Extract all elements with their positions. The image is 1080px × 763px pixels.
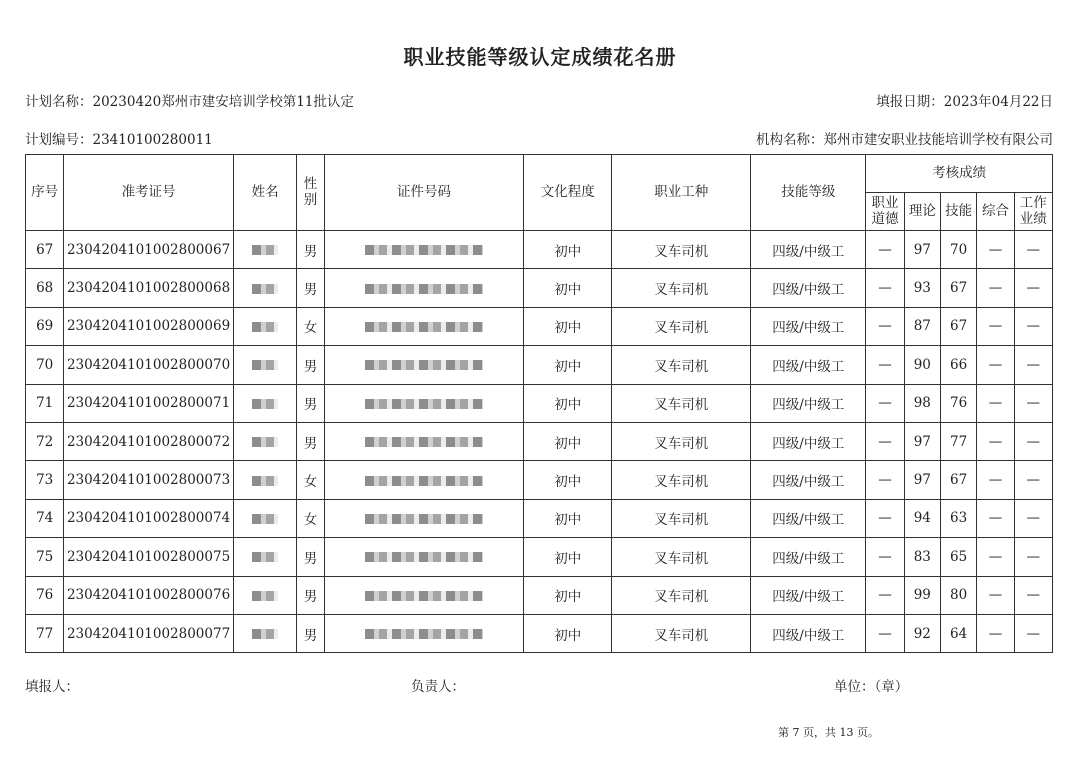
row-theory: 93: [904, 269, 940, 307]
row-occupation: 叉车司机: [612, 614, 751, 652]
row-seq: 71: [26, 384, 64, 422]
row-ethics: —: [866, 307, 904, 345]
row-skill-level: 四级/中级工: [751, 461, 866, 499]
row-theory: 97: [904, 231, 940, 269]
row-work-performance: —: [1014, 269, 1052, 307]
row-skill-level: 四级/中级工: [751, 231, 866, 269]
row-seq: 68: [26, 269, 64, 307]
header-education: 文化程度: [524, 155, 612, 231]
table-row: [26, 307, 1053, 345]
row-exam-number: 2304204101002800068: [64, 269, 233, 307]
row-ethics: —: [866, 538, 904, 576]
row-work-performance: —: [1014, 307, 1052, 345]
row-comprehensive: —: [977, 614, 1014, 652]
redacted-block: [365, 360, 483, 370]
row-name: [233, 422, 297, 460]
row-theory: 83: [904, 538, 940, 576]
fill-date: 填报日期：2023年04月22日: [876, 94, 1053, 110]
row-id-number: [324, 384, 524, 422]
row-gender: 男: [297, 422, 324, 460]
redacted-block: [365, 629, 483, 639]
row-name: [233, 461, 297, 499]
row-gender: 女: [297, 499, 324, 537]
header-comprehensive: 综合: [977, 193, 1014, 231]
row-occupation: 叉车司机: [612, 422, 751, 460]
row-exam-number: 2304204101002800071: [64, 384, 233, 422]
row-gender: 男: [297, 576, 324, 614]
row-skill-level: 四级/中级工: [751, 307, 866, 345]
row-education: 初中: [524, 614, 612, 652]
row-exam-number: 2304204101002800069: [64, 307, 233, 345]
table-row: [26, 422, 1053, 460]
row-theory: 97: [904, 461, 940, 499]
row-ethics: —: [866, 269, 904, 307]
row-skill-level: 四级/中级工: [751, 576, 866, 614]
table-row: [26, 614, 1053, 652]
row-comprehensive: —: [977, 576, 1014, 614]
row-theory: 90: [904, 346, 940, 384]
row-skill: 76: [940, 384, 976, 422]
header-exam-number: 准考证号: [64, 155, 233, 231]
row-occupation: 叉车司机: [612, 461, 751, 499]
row-comprehensive: —: [977, 499, 1014, 537]
row-name: [233, 384, 297, 422]
row-occupation: 叉车司机: [612, 499, 751, 537]
row-id-number: [324, 538, 524, 576]
row-skill-level: 四级/中级工: [751, 499, 866, 537]
redacted-block: [252, 360, 278, 370]
redacted-block: [365, 322, 483, 332]
row-gender: 女: [297, 307, 324, 345]
row-work-performance: —: [1014, 346, 1052, 384]
row-education: 初中: [524, 461, 612, 499]
redacted-block: [252, 245, 278, 255]
redacted-block: [252, 591, 278, 601]
row-seq: 70: [26, 346, 64, 384]
row-ethics: —: [866, 614, 904, 652]
redacted-block: [252, 514, 278, 524]
row-skill: 63: [940, 499, 976, 537]
row-education: 初中: [524, 231, 612, 269]
row-education: 初中: [524, 422, 612, 460]
row-gender: 女: [297, 461, 324, 499]
row-id-number: [324, 499, 524, 537]
row-exam-number: 2304204101002800077: [64, 614, 233, 652]
row-comprehensive: —: [977, 422, 1014, 460]
row-seq: 69: [26, 307, 64, 345]
row-theory: 97: [904, 422, 940, 460]
redacted-block: [252, 284, 278, 294]
row-skill: 67: [940, 307, 976, 345]
redacted-block: [252, 322, 278, 332]
row-id-number: [324, 231, 524, 269]
row-education: 初中: [524, 269, 612, 307]
table-row: [26, 576, 1053, 614]
row-name: [233, 499, 297, 537]
row-theory: 94: [904, 499, 940, 537]
header-occupation: 职业工种: [612, 155, 751, 231]
document-title: 职业技能等级认定成绩花名册: [403, 45, 677, 69]
header-seq: 序号: [26, 155, 64, 231]
table-row: [26, 346, 1053, 384]
table-row: [26, 499, 1053, 537]
row-skill: 67: [940, 269, 976, 307]
row-skill-level: 四级/中级工: [751, 422, 866, 460]
row-skill: 65: [940, 538, 976, 576]
row-occupation: 叉车司机: [612, 307, 751, 345]
row-exam-number: 2304204101002800075: [64, 538, 233, 576]
row-comprehensive: —: [977, 538, 1014, 576]
redacted-block: [365, 514, 483, 524]
header-theory: 理论: [904, 193, 940, 231]
header-id-number: 证件号码: [324, 155, 524, 231]
row-comprehensive: —: [977, 231, 1014, 269]
row-education: 初中: [524, 384, 612, 422]
row-id-number: [324, 576, 524, 614]
row-skill: 64: [940, 614, 976, 652]
row-ethics: —: [866, 231, 904, 269]
redacted-block: [252, 476, 278, 486]
row-work-performance: —: [1014, 538, 1052, 576]
row-occupation: 叉车司机: [612, 346, 751, 384]
header-name: 姓名: [233, 155, 297, 231]
redacted-block: [252, 437, 278, 447]
row-ethics: —: [866, 576, 904, 614]
row-comprehensive: —: [977, 346, 1014, 384]
row-comprehensive: —: [977, 461, 1014, 499]
row-name: [233, 231, 297, 269]
redacted-block: [252, 552, 278, 562]
row-id-number: [324, 614, 524, 652]
row-seq: 74: [26, 499, 64, 537]
row-occupation: 叉车司机: [612, 538, 751, 576]
row-work-performance: —: [1014, 384, 1052, 422]
row-skill: 80: [940, 576, 976, 614]
row-theory: 99: [904, 576, 940, 614]
row-education: 初中: [524, 538, 612, 576]
row-id-number: [324, 269, 524, 307]
footer-reporter: 填报人：: [25, 679, 79, 695]
row-skill-level: 四级/中级工: [751, 384, 866, 422]
row-name: [233, 576, 297, 614]
row-gender: 男: [297, 538, 324, 576]
row-skill: 66: [940, 346, 976, 384]
table-row: [26, 231, 1053, 269]
footer-unit-seal: 单位：（章）: [834, 679, 909, 695]
score-roster-table: [25, 154, 1053, 653]
row-seq: 73: [26, 461, 64, 499]
redacted-block: [365, 552, 483, 562]
row-seq: 67: [26, 231, 64, 269]
row-comprehensive: —: [977, 307, 1014, 345]
row-theory: 98: [904, 384, 940, 422]
footer-responsible: 负责人：: [411, 679, 465, 695]
redacted-block: [365, 476, 483, 486]
row-gender: 男: [297, 384, 324, 422]
plan-number: 计划编号：23410100280011: [25, 132, 213, 148]
row-exam-number: 2304204101002800073: [64, 461, 233, 499]
row-gender: 男: [297, 346, 324, 384]
row-exam-number: 2304204101002800074: [64, 499, 233, 537]
redacted-block: [252, 629, 278, 639]
header-skill: 技能: [940, 193, 976, 231]
page-info: 第 7 页，共 13 页。: [778, 726, 879, 739]
row-work-performance: —: [1014, 499, 1052, 537]
row-education: 初中: [524, 576, 612, 614]
row-ethics: —: [866, 346, 904, 384]
plan-name: 计划名称：20230420郑州市建安培训学校第11批认定: [25, 94, 354, 110]
row-name: [233, 346, 297, 384]
row-seq: 77: [26, 614, 64, 652]
row-skill-level: 四级/中级工: [751, 614, 866, 652]
row-gender: 男: [297, 614, 324, 652]
roster-body: [26, 231, 1053, 653]
header-gender: 性别: [297, 155, 324, 231]
row-occupation: 叉车司机: [612, 384, 751, 422]
table-row: [26, 269, 1053, 307]
header-skill-level: 技能等级: [751, 155, 866, 231]
row-ethics: —: [866, 461, 904, 499]
row-id-number: [324, 307, 524, 345]
table-row: [26, 384, 1053, 422]
row-id-number: [324, 422, 524, 460]
row-seq: 76: [26, 576, 64, 614]
row-skill-level: 四级/中级工: [751, 269, 866, 307]
row-skill: 70: [940, 231, 976, 269]
row-skill-level: 四级/中级工: [751, 346, 866, 384]
row-work-performance: —: [1014, 576, 1052, 614]
row-comprehensive: —: [977, 384, 1014, 422]
row-work-performance: —: [1014, 422, 1052, 460]
row-id-number: [324, 461, 524, 499]
row-education: 初中: [524, 346, 612, 384]
header-assessment-scores: 考核成绩: [866, 155, 1053, 193]
redacted-block: [365, 245, 483, 255]
row-occupation: 叉车司机: [612, 576, 751, 614]
row-occupation: 叉车司机: [612, 231, 751, 269]
redacted-block: [365, 399, 483, 409]
row-ethics: —: [866, 422, 904, 460]
row-exam-number: 2304204101002800070: [64, 346, 233, 384]
row-occupation: 叉车司机: [612, 269, 751, 307]
row-comprehensive: —: [977, 269, 1014, 307]
row-education: 初中: [524, 499, 612, 537]
row-seq: 75: [26, 538, 64, 576]
row-theory: 92: [904, 614, 940, 652]
row-skill: 77: [940, 422, 976, 460]
header-work-performance: 工作业绩: [1014, 193, 1052, 231]
row-skill-level: 四级/中级工: [751, 538, 866, 576]
header-ethics: 职业道德: [866, 193, 904, 231]
row-ethics: —: [866, 384, 904, 422]
table-row: [26, 538, 1053, 576]
row-ethics: —: [866, 499, 904, 537]
redacted-block: [365, 284, 483, 294]
redacted-block: [365, 591, 483, 601]
table-row: [26, 461, 1053, 499]
row-work-performance: —: [1014, 614, 1052, 652]
row-education: 初中: [524, 307, 612, 345]
redacted-block: [252, 399, 278, 409]
row-work-performance: —: [1014, 461, 1052, 499]
row-theory: 87: [904, 307, 940, 345]
row-skill: 67: [940, 461, 976, 499]
row-gender: 男: [297, 231, 324, 269]
row-name: [233, 538, 297, 576]
row-name: [233, 307, 297, 345]
row-name: [233, 269, 297, 307]
row-exam-number: 2304204101002800076: [64, 576, 233, 614]
row-gender: 男: [297, 269, 324, 307]
row-exam-number: 2304204101002800067: [64, 231, 233, 269]
row-id-number: [324, 346, 524, 384]
row-name: [233, 614, 297, 652]
redacted-block: [365, 437, 483, 447]
institution-name: 机构名称：郑州市建安职业技能培训学校有限公司: [756, 132, 1053, 148]
row-work-performance: —: [1014, 231, 1052, 269]
row-seq: 72: [26, 422, 64, 460]
row-exam-number: 2304204101002800072: [64, 422, 233, 460]
